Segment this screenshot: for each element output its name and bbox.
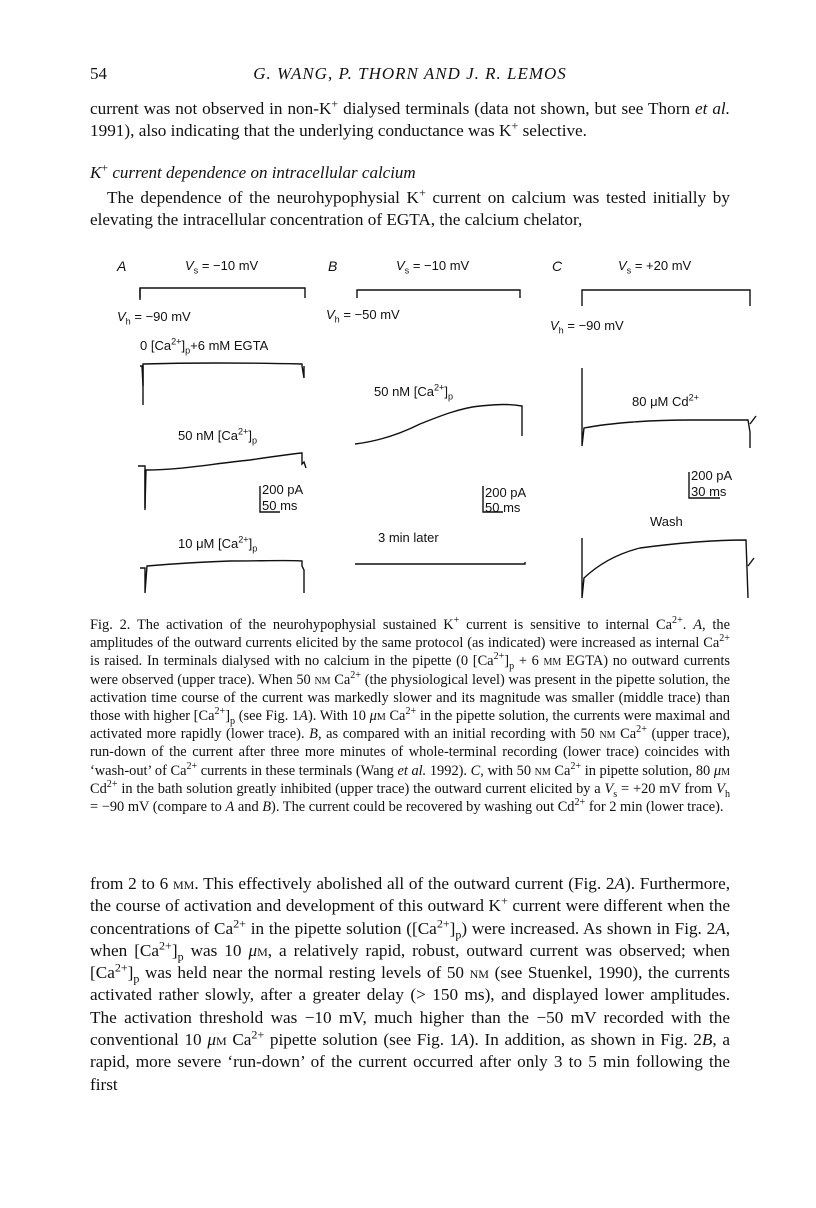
intro-text-2c: 1991), also indicating that the underlying conductance was K — [90, 121, 512, 141]
body-paragraph — [90, 873, 730, 1096]
vh-value-a: = −90 mV — [134, 309, 191, 324]
vs-value-b: = −10 mV — [412, 258, 470, 273]
panel-letter-a: A — [117, 258, 127, 274]
vh-sub: h — [334, 314, 340, 325]
vh-label-c — [550, 318, 624, 336]
c-label1: 80 μM Cd — [632, 394, 689, 409]
scale-c-ms: 30 ms — [691, 484, 727, 499]
scale-c-pa: 200 pA — [691, 468, 733, 483]
b-label1b: ] — [444, 384, 448, 399]
para1-a: The dependence of the neurohypophysial K — [107, 188, 419, 207]
protocol-b — [357, 290, 520, 298]
vs-label-a — [185, 258, 259, 276]
sup-2plus: 2+ — [433, 382, 445, 393]
intro-text-2d: selective. — [518, 121, 587, 141]
label-c-cd — [632, 394, 699, 409]
vh-v: V — [326, 307, 335, 322]
sup-plus: + — [511, 118, 519, 133]
sup-plus: + — [331, 96, 339, 111]
para1-b: current on calcium was tested initially by elevating the intracellular concentration of EGTA, the calcium chelator, — [90, 188, 730, 230]
label-b-3min: 3 min later — [378, 530, 439, 545]
intro-text-1b: dialysed terminals (data not shown, but see — [338, 99, 644, 118]
a-label1b: ] — [181, 338, 186, 353]
page-number: 54 — [90, 64, 107, 83]
vs-label-b — [396, 258, 470, 276]
scale-a-ms: 50 ms — [262, 498, 298, 513]
sup-2plus: 2+ — [238, 534, 249, 545]
vh-label-a — [117, 309, 191, 327]
figure-caption — [90, 616, 730, 816]
b-label1: 50 nM [Ca — [374, 384, 434, 399]
protocol-a — [140, 288, 305, 298]
vs-v: V — [618, 258, 627, 273]
sup-2plus: 2+ — [688, 392, 699, 403]
intro-paragraph — [90, 98, 730, 143]
trace-a-upper — [140, 363, 304, 386]
vs-value-c: = +20 mV — [634, 258, 692, 273]
paragraph-1 — [90, 187, 730, 232]
vh-value-b: = −50 mV — [343, 307, 400, 322]
sup-2plus: 2+ — [171, 336, 182, 347]
sub-p: p — [251, 435, 258, 446]
sub-p: p — [447, 391, 454, 402]
a-label2b: ] — [248, 428, 252, 443]
heading-rest: current dependence on intracellular calcium — [108, 163, 416, 182]
intro-text-1: current was not observed in non-K — [90, 99, 332, 118]
trace-c-lower — [582, 538, 754, 598]
vs-value-a: = −10 mV — [201, 258, 259, 273]
panel-letter-b: B — [328, 258, 338, 274]
label-a-egta — [140, 336, 269, 356]
body-text: from 2 to 6 mm. This effectively abolished all of the outward current (Fig. 2A). Furthermore, the course of activation and development of this outward K+ current were different when the concentrations of $Ca^{2+}$ in the pipette solution $([Ca^{2+}]_p)$ were increased. As shown in Fig. 2A, when $[Ca^{2+}]_p$ was 10 μm, a relatively rapid, robust, outward current was observed; when $[Ca^{2+}]_p$ was held near the normal resting levels of 50 nm (see Stuenkel, 1990), the currents activated rather slowly, after a greater delay (> 150 ms), and displayed lower amplitudes. The activation threshold was −10 mV, much higher than the −50 mV recorded with the conventional 10 μm $Ca^{2+}$ pipette solution (see Fig. 1A). In addition, as shown in Fig. 2B, a rapid, more severe ‘run-down’ of the current occurred after only 3 to 5 min following the first — [90, 874, 731, 1094]
caption-text: Fig. 2. The activation of the neurohypophysial sustained K+ current is sensitive to internal $Ca^{2+}$. A, the amplitudes of the outward currents elicited by the same protocol (as indicated) were increased as internal $Ca^{2+}$ is raised. In terminals dialysed with no calcium in the pipette (0 $[Ca^{2+}]_p + 6$ mm EGTA) no outward currents were observed (upper trace). When 50 nm $Ca^{2+}$ (the physiological level) was present in the pipette solution, the activation time course of the current was markedly slower and its magnitude was smaller (middle trace) than those with higher $[Ca^{2+}]_p$ (see Fig. 1A). With 10 μm $Ca^{2+}$ in the pipette solution, the currents were maximal and activated more rapidly (lower trace). B, as compared with an initial recording with 50 nm $Ca^{2+}$ (upper trace), run-down of the current after three more minutes of whole-terminal recording (lower trace) coincides with ‘wash-out’ of $Ca^{2+}$ currents in these terminals (Wang et al. 1992). C, with 50 nm $Ca^{2+}$ in pipette solution, 80 μm $Cd^{2+}$ in the bath solution greatly inhibited (upper trace) the outward current elicited by a $V_s = +20$ mV from $V_h = -90$ mV (compare to A and B). The current could be recovered by washing out $Cd^{2+}$ for 2 min (lower trace). — [90, 615, 730, 816]
label-b-50nm — [374, 382, 454, 402]
sub-p: p — [185, 345, 191, 356]
running-title-authors: G. WANG, P. THORN AND J. R. LEMOS — [253, 64, 567, 83]
sub-p: p — [252, 543, 258, 554]
panel-letter-c: C — [552, 258, 563, 274]
a-label1: 0 [Ca — [140, 338, 172, 353]
label-a-10um — [178, 534, 258, 554]
figure-2 — [90, 248, 770, 608]
vs-v: V — [396, 258, 405, 273]
vs-sub: s — [404, 265, 410, 276]
vs-sub: s — [193, 265, 199, 276]
protocol-c — [582, 290, 750, 306]
vh-v: V — [550, 318, 559, 333]
a-label3: 10 μM [Ca — [178, 536, 239, 551]
label-c-wash: Wash — [650, 514, 683, 529]
a-label2: 50 nM [Ca — [178, 428, 238, 443]
vh-sub: h — [125, 316, 131, 327]
trace-b-lower — [355, 562, 525, 564]
vh-label-b — [326, 307, 400, 325]
page-header — [90, 64, 730, 90]
scale-a-pa: 200 pA — [262, 482, 304, 497]
sup-plus: + — [418, 185, 426, 200]
trace-a-lower — [140, 561, 304, 593]
intro-text-2a: Thorn — [648, 99, 695, 118]
vh-value-c: = −90 mV — [567, 318, 624, 333]
vh-sub: h — [558, 325, 564, 336]
vs-sub: s — [626, 265, 632, 276]
a-label3b: ] — [248, 536, 253, 551]
trace-b-upper — [355, 405, 522, 445]
label-a-50nm — [178, 426, 258, 446]
sup-2plus: 2+ — [237, 426, 249, 437]
sup-plus: + — [101, 160, 109, 175]
section-heading — [90, 160, 416, 183]
heading-k: K — [90, 163, 102, 182]
scale-b-ms: 50 ms — [485, 500, 521, 515]
a-label1c: +6 mM EGTA — [190, 338, 269, 353]
vh-v: V — [117, 309, 126, 324]
intro-etal: et al. — [694, 99, 730, 118]
scale-b-pa: 200 pA — [485, 485, 527, 500]
vs-v: V — [185, 258, 194, 273]
vs-label-c — [618, 258, 692, 276]
